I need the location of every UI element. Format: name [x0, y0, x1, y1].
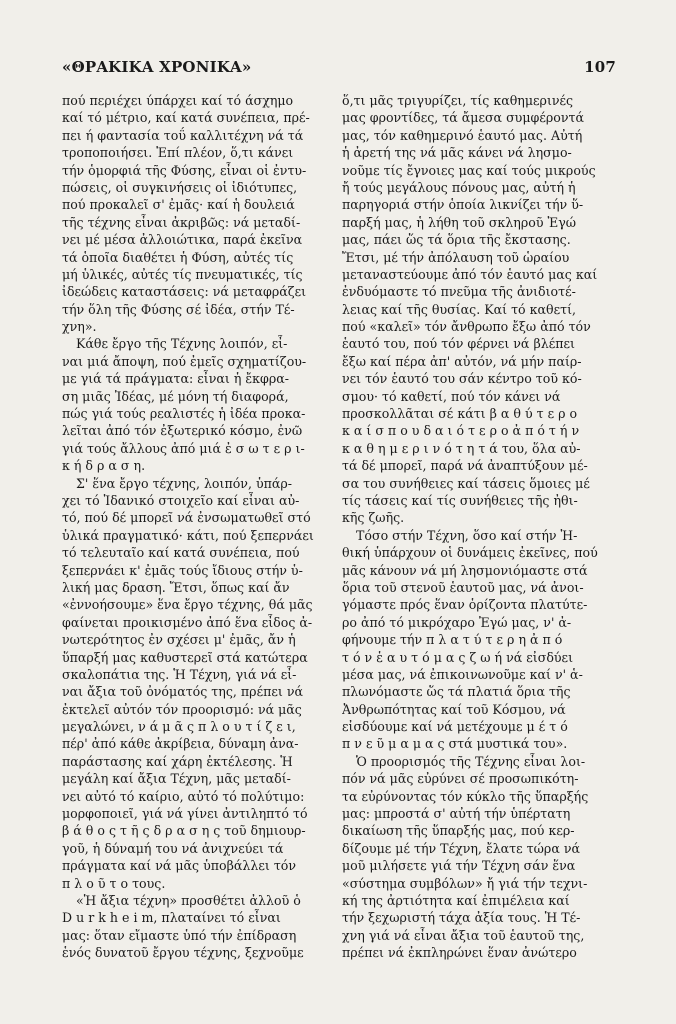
text-line: πόν νά μᾶς εὐρύνει σέ προσωπικότη-: [342, 771, 579, 787]
text-line: μας: ὅταν εἴμαστε ὑπό τήν ἐπίδραση: [62, 927, 297, 943]
text-line: μας φροντίδες, τά ἄμεσα συμφέροντά: [342, 110, 584, 126]
text-line: πώσεις, οἱ συγκινήσεις οἱ ἰδιότυπες,: [62, 179, 298, 195]
text-line: δικαίωση τῆς ὕπαρξής μας, πού κερ-: [342, 823, 575, 839]
text-line: δίζουμε μέ τήν Τέχνη, ἔλατε τώρα νά: [342, 840, 580, 856]
text-line: τήν ὁμορφιά τῆς Φύσης, εἶναι οἱ ἐντυ-: [62, 162, 307, 178]
text-line: πρέπει νά ἐκπληρώνει ἕναν ἀνώτερο: [342, 945, 577, 961]
text-line: ὅ,τι μᾶς τριγυρίζει, τίς καθημερινές: [342, 93, 574, 108]
text-line: ἰδεώδεις καταστάσεις: νά μεταφράζει: [62, 284, 307, 300]
text-line: παρηγοριά στήν ὁποία λικνίζει τήν ὕ-: [342, 197, 584, 213]
text-line: τήν ὅλη τῆς Φύσης σέ ἰδέα, στήν Τέ-: [62, 301, 295, 317]
text-line: τήν ξεχωριστή τάχα ἀξία τους. Ἡ Τέ-: [342, 910, 581, 926]
text-line: παρξή μας, ἡ λήθη τοῦ σκληροῦ Ἐγώ: [342, 214, 577, 230]
text-line: ση μιᾶς Ἰδέας, μέ μόνη τή διαφορά,: [62, 388, 289, 404]
text-line: π λ ο ῦ τ ο τους.: [62, 875, 166, 891]
text-line: Ὁ προορισμός τῆς Τέχνης εἶναι λοι-: [356, 753, 586, 769]
text-line: μας, πάει ὥς τά ὅρια τῆς ἔκστασης.: [342, 232, 571, 248]
text-line: κ α θ η μ ε ρ ι ν ό τ η τ ά του, ὅλα αὐ-: [342, 440, 581, 456]
text-line: κ ή δ ρ α σ η.: [62, 458, 146, 474]
text-line: κή της ἀρτιότητα καί ἐπιμέλεια καί: [342, 892, 570, 908]
text-line: β ά θ ο ς τ ῆ ς δ ρ α σ η ς τοῦ δημιουρ-: [62, 823, 306, 839]
text-line: ξεπερνάει κ' ἐμᾶς τούς ἴδιους στήν ὑ-: [62, 562, 303, 578]
text-line: τῆς τέχνης εἶναι ἀκριβῶς: νά μεταδί-: [62, 214, 301, 230]
text-line: μέσα μας, νά ἐπικοινωνοῦμε καί ν' ἁ-: [342, 666, 583, 682]
text-line: νει τόν ἑαυτό του σάν κέντρο τοῦ κό-: [342, 371, 582, 387]
text-line: τ ό ν ἑ α υ τ ό μ α ς ζ ω ή νά εἰσδύει: [342, 649, 574, 665]
text-line: ναι μιά ἄποψη, πού ἐμεῖς σχηματίζου-: [62, 353, 307, 369]
text-line: λική μας δραση. Ἔτσι, ὅπως καί ἄν: [62, 579, 290, 595]
text-line: «ἐννοήσουμε» ἕνα ἔργο τέχνης, θά μᾶς: [62, 597, 313, 613]
text-line: προσκολλᾶται σέ κάτι β α θ ύ τ ε ρ ο: [342, 406, 578, 422]
text-line: ἑνός δυνατοῦ ἔργου τέχνης, ξεχνοῦμε: [62, 945, 304, 961]
text-line: μοῦ μιλήσετε γιά τήν Τέχνη σάν ἕνα: [342, 858, 576, 874]
text-line: πώς γιά τούς ρεαλιστές ἡ ἰδέα προκα-: [62, 406, 306, 422]
text-line: με γιά τά πράγματα: εἶναι ἡ ἔκφρα-: [62, 371, 290, 387]
text-line: πού «καλεῖ» τόν ἄνθρωπο ἔξω ἀπό τόν: [342, 319, 591, 335]
text-line: σα του συνήθειες καί τάσεις ὅμοιες μέ: [342, 475, 590, 491]
text-line: μας: μπροστά σ' αὐτή τήν ὑπέρτατη: [342, 806, 571, 822]
left-text-column: [62, 92, 329, 962]
right-text-column: [342, 92, 609, 962]
text-line: ἡ ἀρετή της νά μᾶς κάνει νά λησμο-: [342, 145, 572, 161]
text-line: π ν ε ῦ μ α μ α ς στά μυστικά του».: [342, 736, 568, 752]
text-line: χνη».: [62, 319, 97, 335]
text-line: «σύστημα συμβόλων» ἤ γιά τήν τεχνι-: [342, 875, 588, 891]
text-line: ἤ τούς μεγάλους πόνους μας, αὐτή ἡ: [342, 179, 576, 195]
journal-title: «ΘΡΑΚΙΚΑ ΧΡΟΝΙΚΑ»: [62, 58, 252, 76]
text-line: καί τό μέτριο, καί κατά συνέπεια, πρέ-: [62, 110, 310, 126]
text-line: παράστασης καί χάρη ἐκτέλεσης. Ἡ: [62, 753, 293, 769]
text-line: φαίνεται προικισμένο ἀπό ἕνα εἶδος ἀ-: [62, 614, 313, 630]
text-line: «Ἡ ἄξια τέχνη» προσθέτει ἀλλοῦ ὁ: [76, 892, 301, 908]
text-line: μορφοποιεῖ, γιά νά γίνει ἀντιληπτό τό: [62, 806, 308, 822]
text-line: χει τό Ἰδανικό στοιχεῖο καί εἶναι αὐ-: [62, 492, 300, 508]
text-line: μή ὑλικές, αὐτές τίς πνευματικές, τίς: [62, 266, 303, 282]
text-line: νει μέ μέσα ἀλλοιώτικα, παρά ἐκεῖνα: [62, 232, 303, 248]
text-line: φήνουμε τήν π λ α τ ύ τ ε ρ η ἀ π ό: [342, 632, 563, 648]
text-line: σμου· τό καθετί, πού τόν κάνει νά: [342, 388, 561, 404]
page-number: 107: [584, 58, 616, 76]
text-line: ἐνδυόμαστε τό πνεῦμα τῆς ἀνιδιοτέ-: [342, 284, 576, 300]
text-line: κ α ί σ π ο υ δ α ι ό τ ε ρ ο ἀ π ό τ ή ν: [342, 423, 580, 439]
text-line: τίς τάσεις καί τίς συνήθειες τῆς ἠθι-: [342, 492, 578, 508]
text-line: πράγματα καί νά μᾶς ὑποβάλλει τόν: [62, 858, 297, 874]
text-line: τροποποιήσει. Ἐπί πλέον, ὅ,τι κάνει: [62, 145, 294, 161]
text-line: D u r k h e i m, πλαταίνει τό εἶναι: [62, 910, 281, 926]
text-line: λειας καί τῆς θυσίας. Καί τό καθετί,: [342, 301, 577, 317]
text-line: Κάθε ἔργο τῆς Τέχνης λοιπόν, εἶ-: [76, 336, 288, 352]
text-line: ἐκτελεῖ αὐτόν τόν προορισμό: νά μᾶς: [62, 701, 302, 717]
text-line: μεγάλη καί ἄξια Τέχνη, μᾶς μεταδί-: [62, 771, 291, 787]
text-line: ὅρια τοῦ στενοῦ ἑαυτοῦ μας, νά ἀνοι-: [342, 579, 584, 595]
text-line: θική ὑπάρχουν οἱ δυνάμεις ἐκεῖνες, πού: [342, 545, 598, 561]
text-line: Τόσο στήν Τέχνη, ὅσο καί στήν Ἠ-: [356, 527, 578, 543]
text-line: σκαλοπάτια της. Ἡ Τέχνη, γιά νά εἶ-: [62, 666, 297, 682]
text-line: κῆς ζωῆς.: [342, 510, 405, 526]
text-line: Σ' ἕνα ἔργο τέχνης, λοιπόν, ὑπάρ-: [76, 475, 293, 491]
text-line: πλωνόμαστε ὥς τά πλατιά ὅρια τῆς: [342, 684, 571, 700]
text-line: μεταναστεύουμε ἀπό τόν ἑαυτό μας καί: [342, 266, 598, 282]
text-line: πέρ' ἀπό κάθε ἀκρίβεια, δύναμη ἀνα-: [62, 736, 299, 752]
page-header: [62, 58, 616, 76]
text-line: εἰσδύουμε καί νά μετέχουμε μ έ τ ό: [342, 719, 568, 735]
text-line: τό, πού δέ μπορεῖ νά ἐνσωματωθεῖ στό: [62, 510, 311, 526]
text-line: τά ὁποῖα διαθέτει ἡ Φύση, αὐτές τίς: [62, 249, 294, 265]
text-line: ὑλικά πραγματικό· κάτι, πού ξεπερνάει: [62, 527, 314, 543]
text-line: νωτερότητος ἐν σχέσει μ' ἐμᾶς, ἄν ἡ: [62, 632, 296, 648]
text-line: ρο ἀπό τό μικρόχαρο Ἐγώ μας, ν' ἀ-: [342, 614, 572, 630]
text-line: μας, τόν καθημερινό ἑαυτό μας. Αὐτή: [342, 127, 583, 143]
text-line: πει ή φαντασία τοΰ καλλιτέχνη νά τά: [62, 127, 304, 143]
text-line: μᾶς κάνουν νά μή λησμονιόμαστε στά: [342, 562, 588, 578]
text-line: γιά τούς ἄλλους ἀπό μιά ἐ σ ω τ ε ρ ι-: [62, 440, 305, 456]
text-line: τα εὐρύνοντας τόν κύκλο τῆς ὕπαρξής: [342, 788, 589, 804]
text-line: λεῖται ἀπό τόν ἐξωτερικό κόσμο, ἐνῶ: [62, 423, 303, 439]
text-line: Ἀνθρωπότητας καί τοῦ Κόσμου, νά: [342, 701, 566, 717]
text-line: ὕπαρξή μας καθυστερεῖ στά κατώτερα: [62, 649, 308, 665]
text-line: μεγαλώνει, ν ά μ ᾶ ς π λ ο υ τ ί ζ ε ι,: [62, 719, 296, 735]
text-line: πού προκαλεῖ σ' ἐμᾶς· καί ἡ δουλειά: [62, 197, 295, 213]
text-line: γοῦ, ἡ δύναμή του νά ἀνιχνεύει τά: [62, 840, 284, 856]
text-line: πού περιέχει ύπάρχει καί τό άσχημο: [62, 93, 294, 108]
text-line: ἑαυτό του, πού τόν φέρνει νά βλέπει: [342, 336, 575, 352]
text-line: νει αὐτό τό καίριο, αὐτό τό πολύτιμο:: [62, 788, 305, 804]
text-line: τό τελευταῖο καί κατά συνέπεια, πού: [62, 545, 300, 561]
text-line: ἔξω καί πέρα ἀπ' αὐτόν, νά μήν παίρ-: [342, 353, 582, 369]
text-line: Ἔτσι, μέ τήν ἀπόλαυση τοῦ ὡραίου: [342, 249, 570, 265]
text-line: νοῦμε τίς ἔγνοιες μας καί τούς μικρούς: [342, 162, 596, 178]
text-line: χνη γιά νά εἶναι ἄξια τοῦ ἑαυτοῦ της,: [342, 927, 585, 943]
text-line: γόμαστε πρός ἕναν ὁρίζοντα πλατύτε-: [342, 597, 588, 613]
text-line: τά δέ μπορεῖ, παρά νά ἀναπτύξουν μέ-: [342, 458, 588, 474]
text-line: ναι ἄξια τοῦ ὀνόματός της, πρέπει νά: [62, 684, 303, 700]
